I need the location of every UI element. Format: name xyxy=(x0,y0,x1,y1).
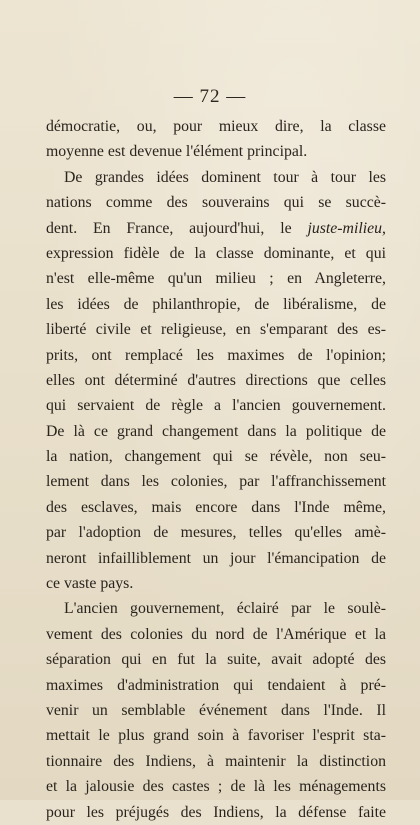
text-line xyxy=(46,241,386,266)
text-line xyxy=(46,622,386,647)
text-line-content: elles ont déterminé d'autres directions que celles xyxy=(46,371,386,389)
text-line xyxy=(46,546,386,571)
text-line xyxy=(46,673,386,698)
text-line-content: par l'adoption de mesures, telles qu'elles amè- xyxy=(46,524,386,542)
text-line xyxy=(46,800,386,825)
text-line-content: vement des colonies du nord de l'Amérique et la xyxy=(46,625,386,643)
text-line xyxy=(46,343,386,368)
text-line xyxy=(46,114,386,139)
trailing-punctuation: , xyxy=(382,219,386,237)
text-line-content: moyenne est devenue l'élément principal. xyxy=(46,143,308,161)
text-line xyxy=(46,723,386,748)
text-line-content: n'est elle-même qu'un milieu ; en Angleterre, xyxy=(46,270,386,288)
text-line xyxy=(46,216,386,241)
text-line xyxy=(46,774,386,799)
text-line xyxy=(46,368,386,393)
text-line xyxy=(46,444,386,469)
text-line-content: ce vaste pays. xyxy=(46,575,134,593)
italic-phrase: juste-milieu xyxy=(307,219,383,237)
text-line-content: liberté civile et religieuse, en s'emparant des es- xyxy=(46,321,386,339)
text-line xyxy=(46,596,386,621)
text-line-content: et la jalousie des castes ; de là les ménagements xyxy=(46,778,386,796)
text-line-content: tionnaire des Indiens, à maintenir la distinction xyxy=(46,752,386,770)
text-line xyxy=(46,292,386,317)
text-line-content: séparation qui en fut la suite, avait adopté des xyxy=(46,651,386,669)
text-line-content: De grandes idées dominent tour à tour les xyxy=(64,168,386,186)
text-line xyxy=(46,571,386,596)
text-line xyxy=(46,317,386,342)
text-line-content: qui servaient de règle a l'ancien gouvernement. xyxy=(46,397,386,415)
text-line xyxy=(46,393,386,418)
text-line xyxy=(46,749,386,774)
text-line-content: mettait le plus grand soin à favoriser l'esprit sta- xyxy=(46,727,386,745)
text-line-content: lement dans les colonies, par l'affranchissement xyxy=(46,473,386,491)
body-text xyxy=(46,114,386,825)
text-line-content: des esclaves, mais encore dans l'Inde même, xyxy=(46,498,386,516)
text-line-content: nations comme des souverains qui se succè- xyxy=(46,194,386,212)
page-number: — 72 — xyxy=(173,86,247,107)
text-line-content: expression fidèle de la classe dominante, et qui xyxy=(46,244,386,262)
text-line xyxy=(46,165,386,190)
text-line-content: pour les préjugés des Indiens, la défense faite xyxy=(46,803,386,821)
text-line-content: les idées de philanthropie, de libéralisme, de xyxy=(46,295,386,313)
text-line-content: la nation, changement qui se révèle, non seu- xyxy=(46,448,386,466)
text-line xyxy=(46,266,386,291)
text-line-content: neront infailliblement un jour l'émancipation de xyxy=(46,549,386,567)
text-line xyxy=(46,469,386,494)
text-line-content: maximes d'administration qui tendaient à pré- xyxy=(46,676,386,694)
text-line-content: L'ancien gouvernement, éclairé par le soulè- xyxy=(64,600,386,618)
text-line xyxy=(46,647,386,672)
text-line xyxy=(46,190,386,215)
text-line xyxy=(46,495,386,520)
text-line-content: prits, ont remplacé les maximes de l'opinion; xyxy=(46,346,386,364)
text-line-content: De là ce grand changement dans la politique de xyxy=(46,422,386,440)
text-line-content: dent. En France, aujourd'hui, le xyxy=(46,219,308,237)
text-line xyxy=(46,419,386,444)
text-line xyxy=(46,139,386,164)
text-line-content: démocratie, ou, pour mieux dire, la classe xyxy=(46,118,386,135)
text-line-content: venir un semblable événement dans l'Inde. Il xyxy=(46,701,386,719)
text-line xyxy=(46,520,386,545)
text-line xyxy=(46,698,386,723)
